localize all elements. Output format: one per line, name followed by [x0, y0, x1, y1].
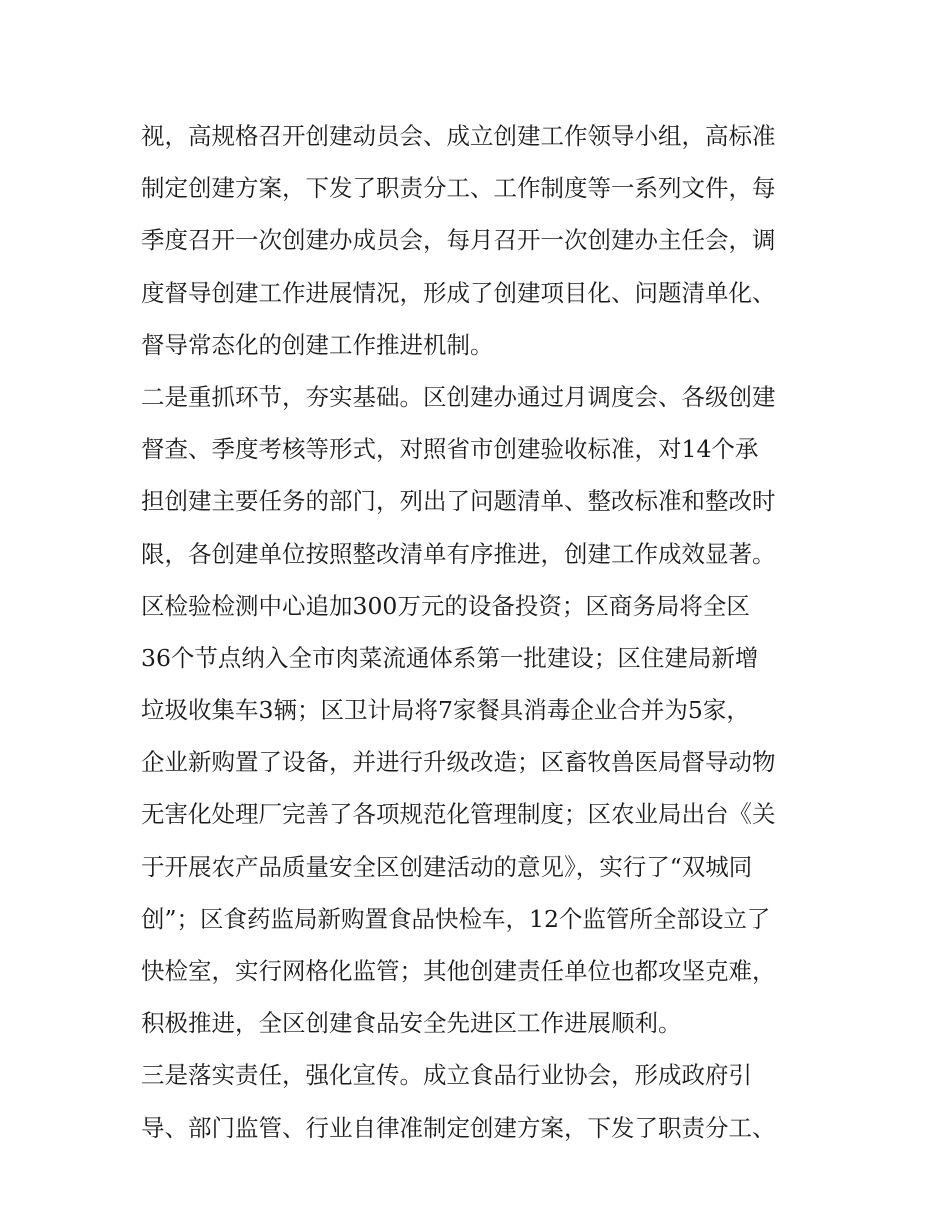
- text-line: 限，各创建单位按照整改清单有序推进，创建工作成效显著。: [141, 539, 776, 568]
- paragraph-2-first-line: 二是重抓环节，夯实基础。区创建办通过月调度会、各级创建: [141, 382, 776, 411]
- paragraph-3-first-line: 三是落实责任，强化宣传。成立食品行业协会，形成政府引: [141, 1061, 752, 1090]
- text-line: 无害化处理厂完善了各项规范化管理制度；区农业局出台《关: [141, 800, 776, 829]
- text-line: 视，高规格召开创建动员会、成立创建工作领导小组，高标准: [141, 122, 776, 150]
- body-text: [141, 110, 821, 1154]
- text-line: 垃圾收集车3辆；区卫计局将7家餐具消毒企业合并为5家，: [141, 696, 750, 725]
- text-line: 制定创建方案，下发了职责分工、工作制度等一系列文件，每: [141, 174, 776, 203]
- text-line: 担创建主要任务的部门，列出了问题清单、整改标准和整改时: [141, 487, 776, 516]
- text-line: 快检室，实行网格化监管；其他创建责任单位也都攻坚克难，: [141, 957, 776, 985]
- text-line: 区检验检测中心追加300万元的设备投资；区商务局将全区: [141, 591, 750, 620]
- text-line: 于开展农产品质量安全区创建活动的意见》，实行了“双城同: [141, 852, 753, 881]
- text-line: 季度召开一次创建办成员会，每月召开一次创建办主任会，调: [141, 226, 776, 255]
- text-line: 督导常态化的创建工作推进机制。: [141, 330, 494, 359]
- text-line: 企业新购置了设备，并进行升级改造；区畜牧兽医局督导动物: [141, 748, 776, 777]
- text-line: 创”；区食药监局新购置食品快检车，12个监管所全部设立了: [141, 904, 771, 933]
- text-line: 督查、季度考核等形式，对照省市创建验收标准，对14个承: [141, 435, 759, 464]
- text-line: 36个节点纳入全市肉菜流通体系第一批建设；区住建局新增: [141, 643, 759, 672]
- text-line: 度督导创建工作进展情况，形成了创建项目化、问题清单化、: [141, 278, 776, 307]
- text-line: 导、部门监管、行业自律准制定创建方案，下发了职责分工、: [141, 1113, 776, 1142]
- text-line: 积极推进，全区创建食品安全先进区工作进展顺利。: [141, 1009, 682, 1038]
